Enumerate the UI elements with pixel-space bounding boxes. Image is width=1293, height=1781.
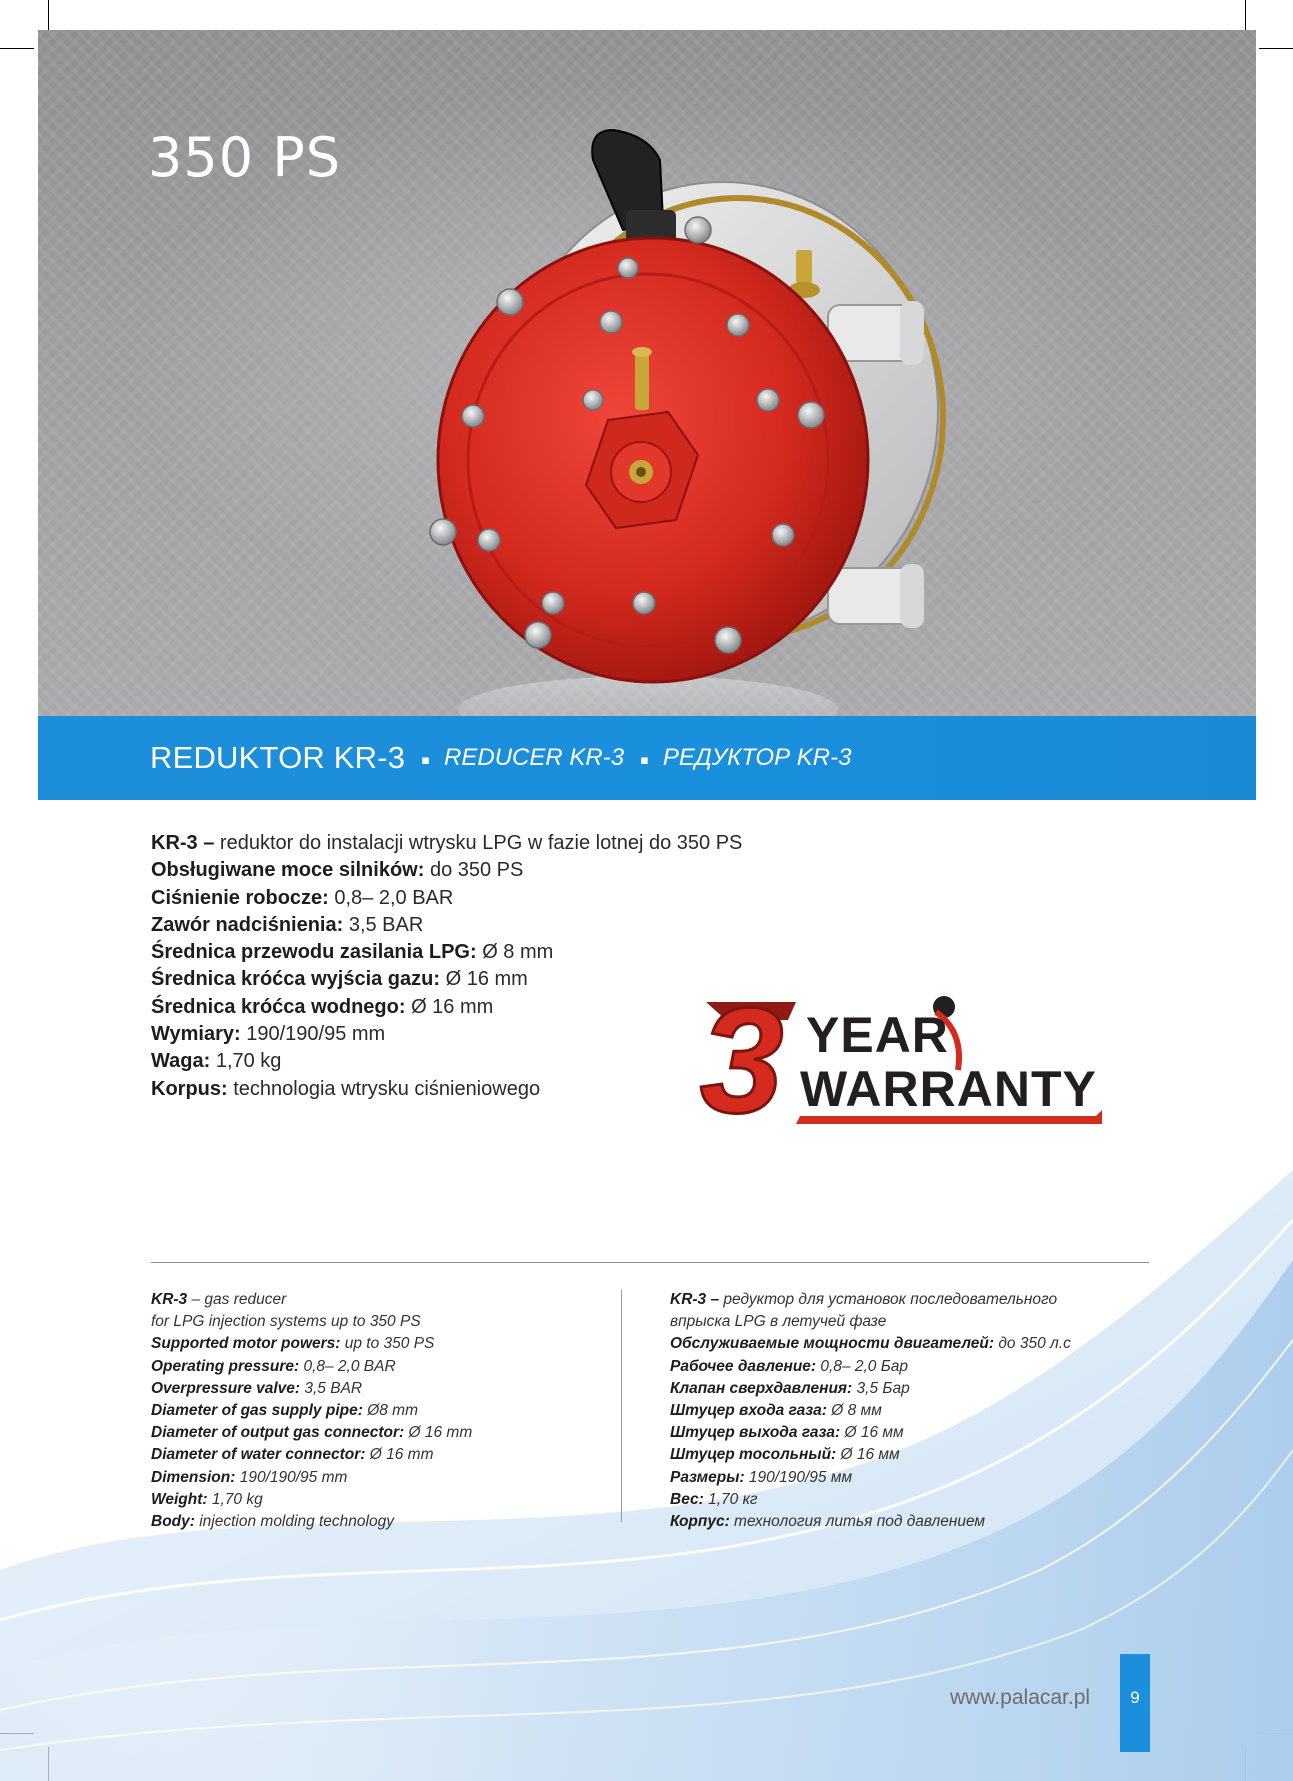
spec-label: Размеры: — [670, 1468, 745, 1486]
spec-label: KR-3 — [151, 1291, 188, 1308]
page-number-tab — [1120, 1654, 1150, 1752]
spec-value: Ø 16 mm — [365, 1446, 434, 1464]
spec-label: Operating pressure: — [151, 1357, 300, 1375]
spec-label: Dimension: — [151, 1468, 236, 1486]
spec-row — [151, 885, 742, 912]
spec-label: Корпус: — [670, 1513, 730, 1531]
spec-label: KR-3 – — [670, 1291, 720, 1308]
spec-value: Ø 16 mm — [404, 1424, 473, 1442]
spec-row — [670, 1467, 1130, 1489]
spec-row — [670, 1356, 1130, 1378]
hero-title: 350 PS — [148, 126, 342, 189]
spec-row — [670, 1378, 1130, 1400]
spec-label: Obsługiwane moce silników: — [151, 859, 425, 882]
banner-bullet: ▪ — [640, 752, 649, 768]
spec-label: Wymiary: — [151, 1023, 241, 1046]
spec-row — [670, 1333, 1130, 1355]
spec-row — [151, 1311, 601, 1333]
spec-value: – gas reducer — [187, 1291, 287, 1308]
spec-value: Ø 16 mm — [440, 968, 528, 991]
spec-row — [151, 1048, 742, 1075]
spec-value: for LPG injection systems up to 350 PS — [151, 1313, 421, 1331]
spec-row — [670, 1289, 1130, 1311]
spec-row — [670, 1311, 1130, 1333]
spec-label: Weight: — [151, 1490, 208, 1508]
spec-value: up to 350 PS — [340, 1335, 435, 1353]
spec-row — [151, 1400, 601, 1422]
spec-label: Штуцер выхода газа: — [670, 1424, 841, 1442]
spec-row — [151, 857, 742, 884]
spec-label: Średnica króćca wyjścia gazu: — [151, 968, 441, 991]
spec-row — [151, 1489, 601, 1511]
spec-label: Waga: — [151, 1050, 211, 1073]
crop-mark — [1259, 48, 1293, 49]
spec-row — [151, 1356, 601, 1378]
warranty-line1: YEAR — [806, 1007, 949, 1063]
spec-value: 1,70 kg — [207, 1490, 263, 1508]
spec-value: Ø 16 мм — [840, 1424, 904, 1442]
spec-row — [670, 1422, 1130, 1444]
spec-value: reduktor do instalacji wtrysku LPG w fazie lotnej do 350 PS — [214, 832, 743, 854]
spec-row — [151, 966, 742, 993]
spec-value: 3,5 BAR — [300, 1379, 363, 1397]
spec-value: 0,8– 2,0 BAR — [328, 886, 454, 909]
spec-row — [151, 912, 742, 939]
spec-row — [151, 1076, 742, 1103]
spec-value: до 350 л.с — [994, 1335, 1071, 1353]
spec-label: Штуцер тосольный: — [670, 1446, 837, 1464]
spec-value: 1,70 кг — [703, 1490, 758, 1508]
banner-title-en: REDUCER KR-3 — [444, 744, 625, 771]
warranty-number: 3 — [700, 990, 784, 1130]
banner-title-ru: РЕДУКТОР KR-3 — [662, 744, 852, 771]
column-divider — [621, 1290, 622, 1522]
specs-list-en — [151, 1289, 601, 1533]
spec-row — [151, 1422, 601, 1444]
reducer-product-image — [398, 100, 998, 720]
spec-value: редуктор для установок последовательного — [719, 1291, 1058, 1308]
page-number: 9 — [1130, 1688, 1140, 1707]
spec-row — [151, 1021, 742, 1048]
spec-value: 0,8– 2,0 BAR — [299, 1357, 396, 1375]
spec-value: 3,5 Бар — [852, 1379, 910, 1397]
spec-value: технология литья под давлением — [729, 1513, 986, 1531]
spec-label: Клапан сверхдавления: — [670, 1379, 853, 1397]
hero-section — [38, 30, 1256, 716]
spec-value: 0,8– 2,0 Бар — [816, 1357, 909, 1375]
spec-label: Diameter of output gas connector: — [151, 1424, 405, 1442]
spec-row — [151, 1289, 601, 1311]
spec-row — [151, 1378, 601, 1400]
spec-label: Вес: — [670, 1490, 704, 1508]
warranty-logo — [696, 990, 1110, 1130]
spec-row — [151, 830, 742, 857]
spec-row — [151, 1444, 601, 1466]
product-banner — [38, 716, 1256, 800]
spec-label: Diameter of water connector: — [151, 1446, 366, 1464]
crop-mark — [0, 48, 34, 49]
spec-value: 190/190/95 mm — [240, 1023, 386, 1046]
spec-value: 1,70 kg — [210, 1050, 282, 1073]
spec-value: injection molding technology — [194, 1513, 394, 1531]
warranty-line2: WARRANTY — [800, 1061, 1097, 1117]
spec-value: 190/190/95 мм — [744, 1468, 853, 1486]
spec-value: technologia wtrysku ciśnieniowego — [227, 1077, 541, 1100]
spec-value: Ø 8 мм — [826, 1402, 882, 1420]
spec-row — [670, 1489, 1130, 1511]
spec-label: Średnica przewodu zasilania LPG: — [151, 941, 477, 964]
banner-bullet: ▪ — [421, 752, 431, 768]
spec-label: Korpus: — [151, 1077, 228, 1100]
spec-label: Штуцер входа газа: — [670, 1402, 827, 1420]
spec-label: Ciśnienie robocze: — [151, 886, 329, 909]
spec-row — [151, 1467, 601, 1489]
spec-value: 190/190/95 mm — [235, 1468, 348, 1486]
spec-label: Body: — [151, 1513, 195, 1531]
spec-row — [151, 1511, 601, 1533]
spec-label: Обслуживаемые мощности двигателей: — [670, 1335, 995, 1353]
spec-label: Średnica króćca wodnego: — [151, 995, 406, 1018]
spec-value: Ø 16 mm — [405, 995, 494, 1018]
spec-value: впрыска LPG в летучей фазе — [670, 1313, 887, 1331]
spec-value: Ø 8 mm — [476, 941, 554, 964]
crop-mark — [48, 0, 49, 34]
section-divider — [151, 1262, 1149, 1263]
spec-label: Overpressure valve: — [151, 1379, 301, 1397]
spec-label: Zawór nadciśnienia: — [151, 913, 344, 936]
spec-label: Diameter of gas supply pipe: — [151, 1402, 363, 1420]
spec-value: do 350 PS — [424, 859, 524, 882]
spec-row — [151, 1333, 601, 1355]
spec-value: Ø 16 мм — [836, 1446, 900, 1464]
specs-list-ru — [670, 1289, 1130, 1533]
crop-mark — [1245, 0, 1246, 34]
spec-row — [670, 1400, 1130, 1422]
spec-row — [151, 994, 742, 1021]
spec-label: Supported motor powers: — [151, 1335, 341, 1353]
spec-value: 3,5 BAR — [343, 913, 424, 936]
spec-row — [670, 1444, 1130, 1466]
banner-title-pl: REDUKTOR KR-3 — [150, 740, 406, 775]
spec-row — [151, 939, 742, 966]
spec-row — [670, 1511, 1130, 1533]
spec-label: KR-3 – — [151, 832, 215, 854]
spec-value: Ø8 mm — [362, 1402, 419, 1420]
specs-list-pl — [151, 830, 742, 1103]
website-link[interactable]: www.palacar.pl — [950, 1686, 1091, 1709]
spec-label: Рабочее давление: — [670, 1357, 817, 1375]
